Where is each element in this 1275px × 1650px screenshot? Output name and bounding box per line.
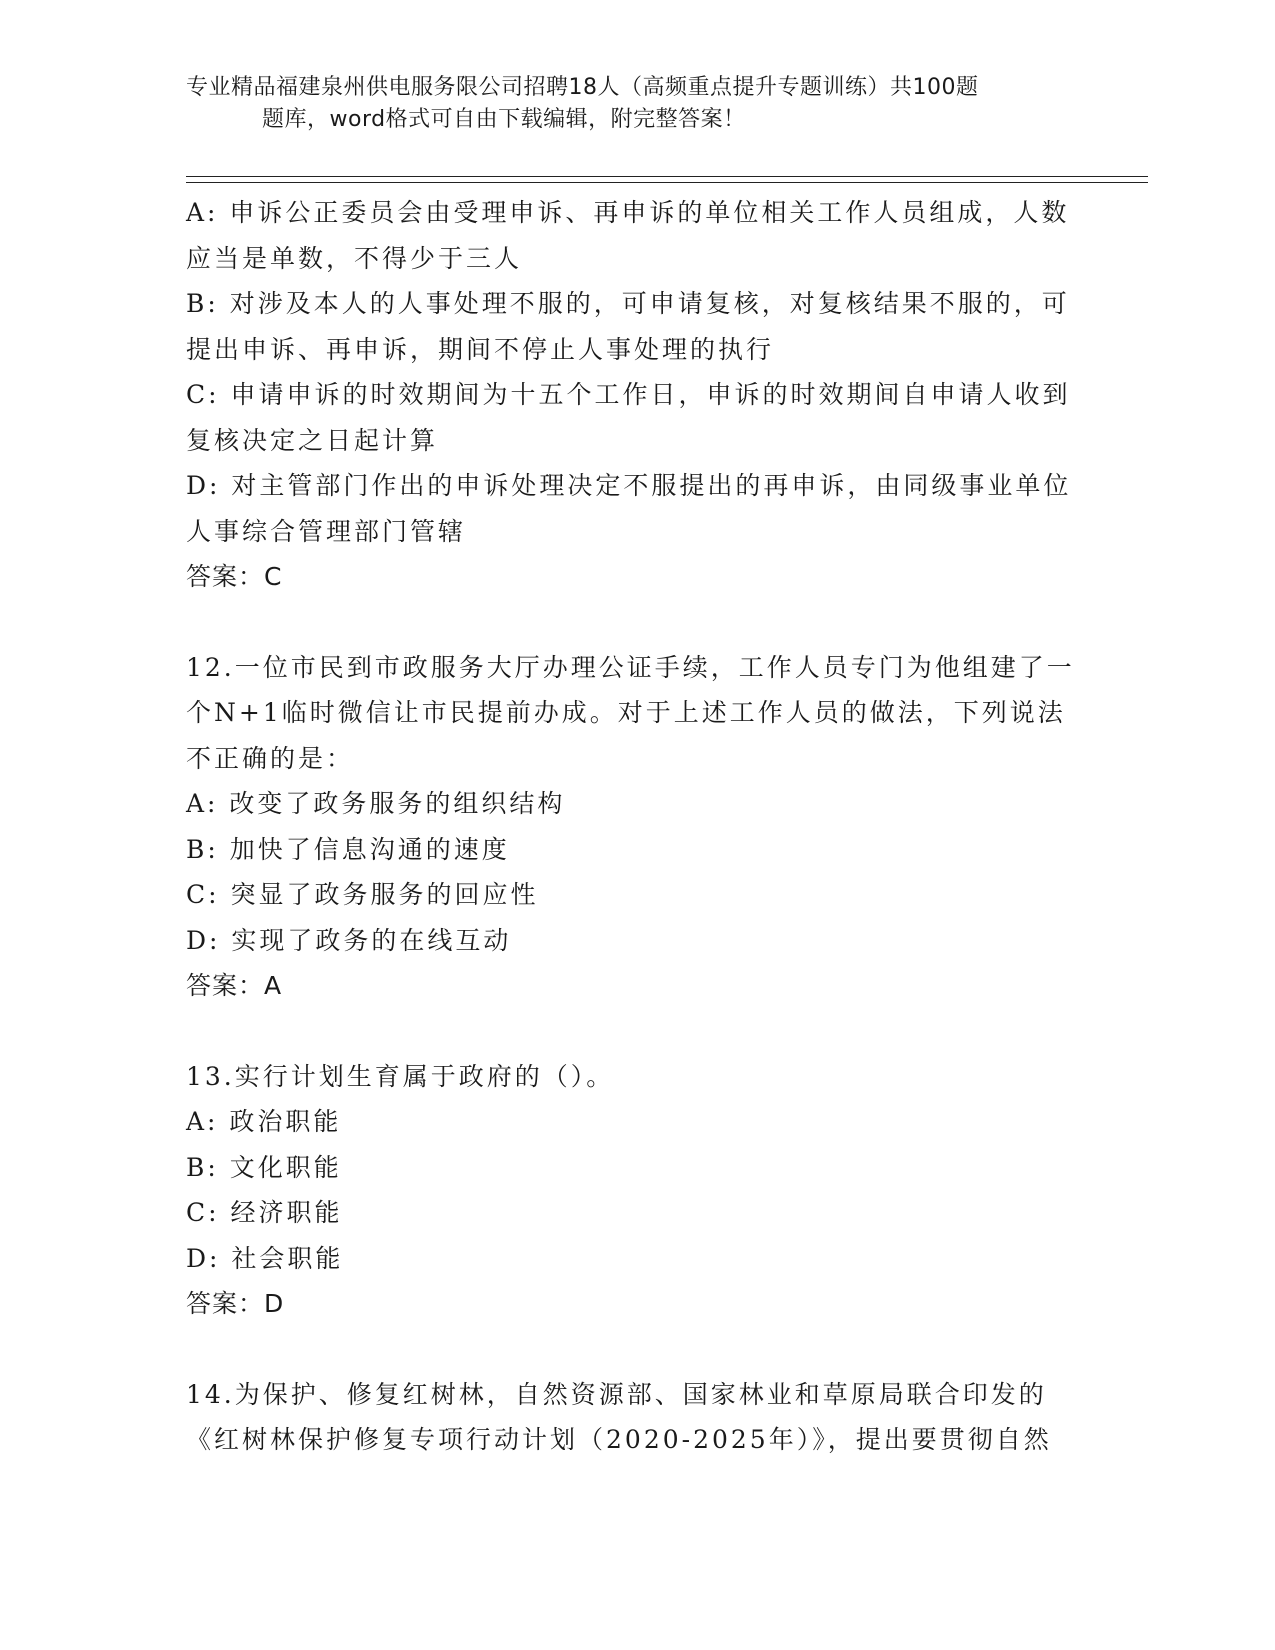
question-12 xyxy=(186,645,1086,1009)
document-body xyxy=(186,190,1086,1463)
q11-option-a: A: 申诉公正委员会由受理申诉、再申诉的单位相关工作人员组成，人数应当是单数，不得少于三人 xyxy=(186,198,1070,273)
document-header xyxy=(186,72,1086,136)
q13-option-c: C: 经济职能 xyxy=(186,1198,343,1227)
q12-question: 12.一位市民到市政服务大厅办理公证手续，工作人员专门为他组建了一个N+1临时微信让市民提前办成。对于上述工作人员的做法，下列说法不正确的是： xyxy=(186,652,1075,773)
q12-option-b: B: 加快了信息沟通的速度 xyxy=(186,834,510,864)
q13-question: 13.实行计划生育属于政府的（）。 xyxy=(186,1061,615,1091)
question-14 xyxy=(186,1372,1086,1463)
spacer xyxy=(186,1327,1086,1372)
q13-option-b: B: 文化职能 xyxy=(186,1152,342,1182)
spacer xyxy=(186,600,1086,645)
q11-option-b: B: 对涉及本人的人事处理不服的，可申请复核，对复核结果不服的，可提出申诉、再申诉，期间不停止人事处理的执行 xyxy=(186,289,1070,364)
question-11 xyxy=(186,190,1086,600)
q12-option-d: D: 实现了政务的在线互动 xyxy=(186,925,512,955)
q12-answer: 答案：A xyxy=(186,971,283,1000)
header-rule-bottom xyxy=(186,182,1148,183)
header-line-1: 专业精品福建泉州供电服务限公司招聘18人（高频重点提升专题训练）共100题 xyxy=(186,75,979,100)
q11-option-c: C: 申请申诉的时效期间为十五个工作日，申诉的时效期间自申请人收到复核决定之日起计算 xyxy=(186,380,1071,455)
q13-option-d: D: 社会职能 xyxy=(186,1243,344,1273)
q14-question: 14.为保护、修复红树林，自然资源部、国家林业和草原局联合印发的《红树林保护修复专项行动计划（2020-2025年）》，提出要贯彻自然 xyxy=(186,1379,1052,1454)
q12-option-a: A: 改变了政务服务的组织结构 xyxy=(186,789,566,818)
q13-answer: 答案：D xyxy=(186,1289,285,1318)
q12-option-c: C: 突显了政务服务的回应性 xyxy=(186,880,539,909)
q13-option-a: A: 政治职能 xyxy=(186,1107,342,1136)
q11-option-d: D: 对主管部门作出的申诉处理决定不服提出的再申诉，由同级事业单位人事综合管理部门管辖 xyxy=(186,471,1072,546)
q11-answer: 答案：C xyxy=(186,562,283,591)
header-line-2: 题库，word格式可自由下载编辑，附完整答案！ xyxy=(262,107,746,132)
header-rule-top xyxy=(186,176,1148,177)
question-13 xyxy=(186,1054,1086,1327)
spacer xyxy=(186,1009,1086,1054)
